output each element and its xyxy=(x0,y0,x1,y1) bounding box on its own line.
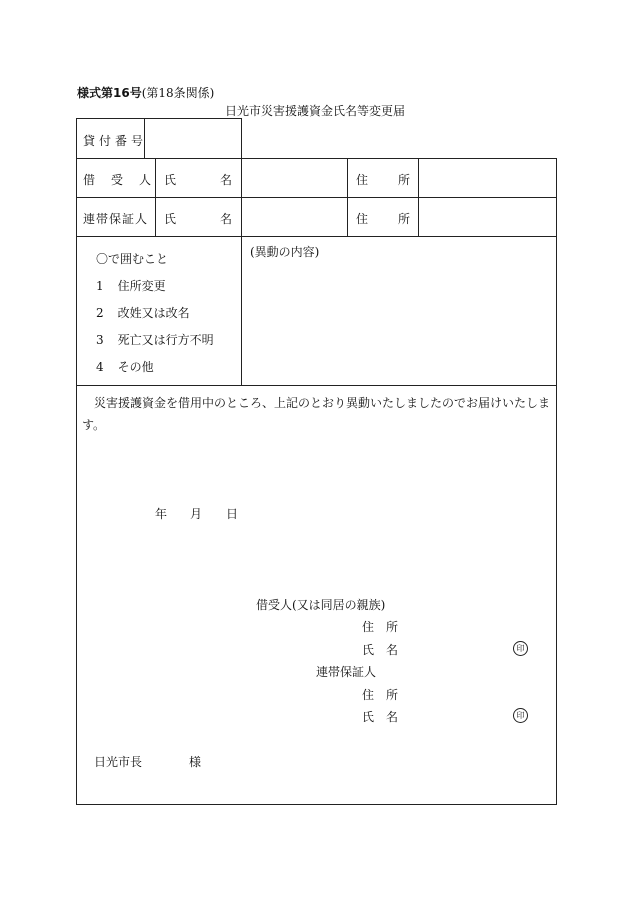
guarantor-label: 連帯保証人 xyxy=(83,212,149,226)
statement-text: 災害援護資金を借用中のところ、上記のとおり異動いたしましたのでお届けいたします。 xyxy=(82,396,551,432)
reason-instruction: 〇で囲むこと xyxy=(96,252,169,266)
table-line xyxy=(347,158,348,236)
table-line xyxy=(155,158,156,236)
table-line xyxy=(76,197,557,198)
form-number-label: 様式第16号 xyxy=(77,86,142,100)
form-reference: (第18条関係) xyxy=(141,86,215,100)
loan-number-label: 貸付番号 xyxy=(83,134,148,148)
reason-text: その他 xyxy=(117,360,154,374)
borrower-heading: 借受人(又は同居の親族) xyxy=(256,598,386,612)
borrower-sign-address-label: 住所 xyxy=(362,620,411,634)
addressee-honorific: 様 xyxy=(189,755,202,769)
reason-number: 3 xyxy=(96,333,104,347)
guarantor-name-label: 氏名 xyxy=(164,212,277,226)
borrower-address-label: 住所 xyxy=(356,173,441,187)
form-number xyxy=(77,84,214,101)
borrower-label: 借受人 xyxy=(83,173,168,187)
reason-item-address[interactable] xyxy=(96,277,166,294)
guarantor-sign-name-label: 氏名 xyxy=(362,710,411,724)
reason-text: 住所変更 xyxy=(117,279,166,293)
table-line xyxy=(76,804,557,805)
date-day: 日 xyxy=(226,507,239,521)
borrower-name-label: 氏名 xyxy=(164,173,277,187)
guarantor-heading: 連帯保証人 xyxy=(316,665,377,679)
guarantor-address-label: 住所 xyxy=(356,212,441,226)
table-line xyxy=(76,158,557,159)
reason-item-death[interactable] xyxy=(96,331,214,348)
reason-number: 4 xyxy=(96,360,104,374)
addressee-office: 日光市長 xyxy=(94,755,143,769)
table-line xyxy=(76,118,77,805)
table-line xyxy=(76,385,557,386)
date-year: 年 xyxy=(155,507,168,521)
table-line xyxy=(76,118,242,119)
table-line xyxy=(241,118,242,385)
reason-text: 死亡又は行方不明 xyxy=(117,333,214,347)
reason-text: 改姓又は改名 xyxy=(117,306,190,320)
reason-number: 2 xyxy=(96,306,104,320)
table-line xyxy=(556,158,557,805)
date-month: 月 xyxy=(190,507,203,521)
table-line xyxy=(76,236,557,237)
reason-item-name[interactable] xyxy=(96,304,190,321)
seal-mark: 印 xyxy=(513,641,528,656)
seal-mark: 印 xyxy=(513,708,528,723)
change-details-label: (異動の内容) xyxy=(250,245,320,259)
reason-item-other[interactable] xyxy=(96,358,154,375)
reason-number: 1 xyxy=(96,279,104,293)
guarantor-sign-address-label: 住所 xyxy=(362,688,411,702)
document-title: 日光市災害援護資金氏名等変更届 xyxy=(224,104,405,118)
borrower-sign-name-label: 氏名 xyxy=(362,643,411,657)
